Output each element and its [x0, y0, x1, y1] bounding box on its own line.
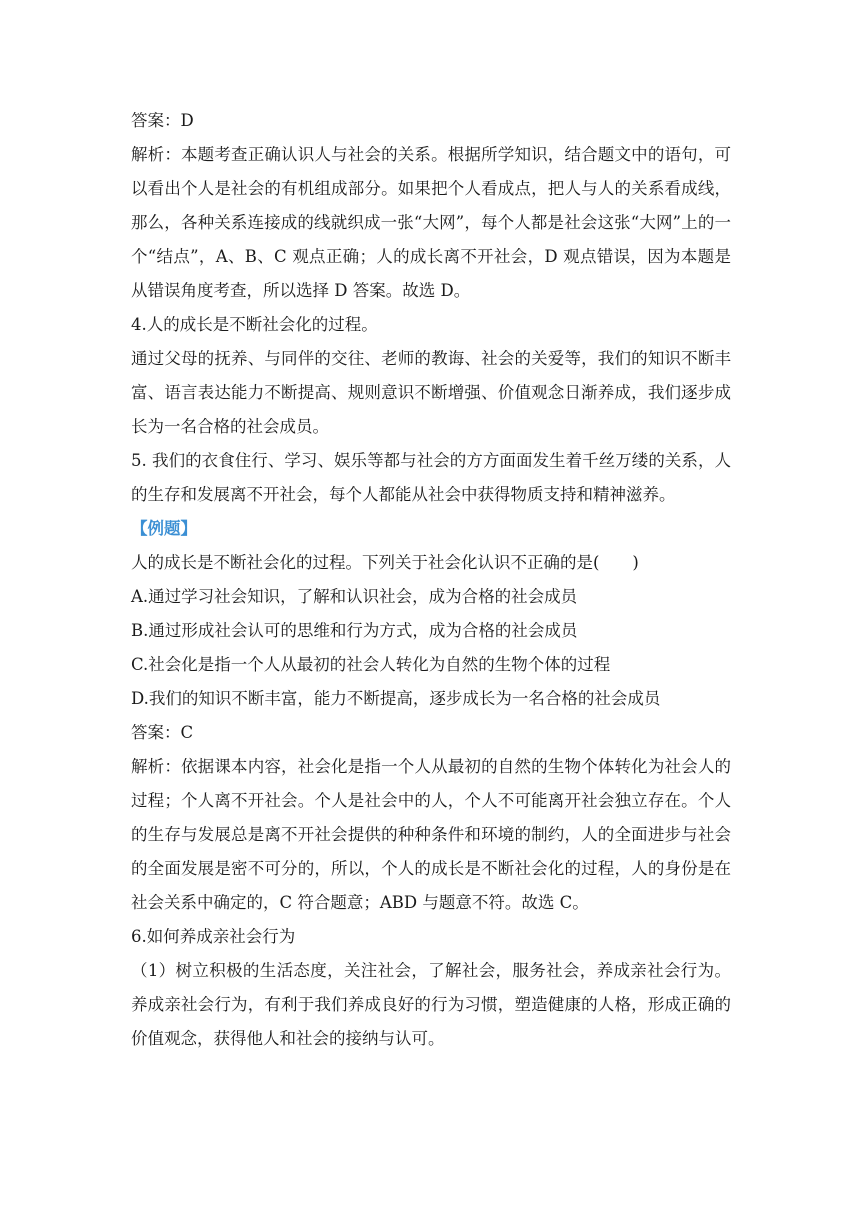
point-6-title: 6.如何养成亲社会行为 [131, 927, 296, 946]
point-6-body: （1）树立积极的生活态度，关注社会，了解社会，服务社会，养成亲社会行为。养成亲社会行为，有利于我们养成良好的行为习惯，塑造健康的人格，形成正确的价值观念，获得他人和社会的接纳与认可。 [131, 961, 731, 1048]
answer-2: 答案：C [131, 723, 194, 742]
document-page [131, 104, 731, 1056]
question: 人的成长是不断社会化的过程。下列关于社会化认识不正确的是( ) [131, 553, 639, 572]
analysis-1: 解析：本题考查正确认识人与社会的关系。根据所学知识，结合题文中的语句，可以看出个人是社会的有机组成部分。如果把个人看成点，把人与人的关系看成线，那么，各种关系连接成的线就织成一张“大网”，每个人都是社会这张“大网”上的一个“结点”，A、B、C 观点正确；人的成长离不开社会，D 观点错误，因为本题是从错误角度考查，所以选择 D 答案。故选 D。 [131, 145, 731, 300]
option-d: D.我们的知识不断丰富，能力不断提高，逐步成长为一名合格的社会成员 [131, 689, 661, 708]
option-c: C.社会化是指一个人从最初的社会人转化为自然的生物个体的过程 [131, 655, 611, 674]
point-4-body: 通过父母的抚养、与同伴的交往、老师的教诲、社会的关爱等，我们的知识不断丰富、语言表达能力不断提高、规则意识不断增强、价值观念日渐养成，我们逐步成长为一名合格的社会成员。 [131, 349, 731, 436]
option-a: A.通过学习社会知识，了解和认识社会，成为合格的社会成员 [131, 587, 578, 606]
point-4-title: 4.人的成长是不断社会化的过程。 [131, 315, 378, 334]
answer-1: 答案：D [131, 111, 194, 130]
option-b: B.通过形成社会认可的思维和行为方式，成为合格的社会成员 [131, 621, 578, 640]
point-5: 5. 我们的衣食住行、学习、娱乐等都与社会的方方面面发生着千丝万缕的关系，人的生存和发展离不开社会，每个人都能从社会中获得物质支持和精神滋养。 [131, 451, 731, 504]
example-label: 【例题】 [131, 519, 197, 538]
analysis-2: 解析：依据课本内容，社会化是指一个人从最初的自然的生物个体转化为社会人的过程；个人离不开社会。个人是社会中的人，个人不可能离开社会独立存在。个人的生存与发展总是离不开社会提供的种种条件和环境的制约，人的全面进步与社会的全面发展是密不可分的，所以，个人的成长是不断社会化的过程，人的身份是在社会关系中确定的，C 符合题意；ABD 与题意不符。故选 C。 [131, 757, 731, 912]
